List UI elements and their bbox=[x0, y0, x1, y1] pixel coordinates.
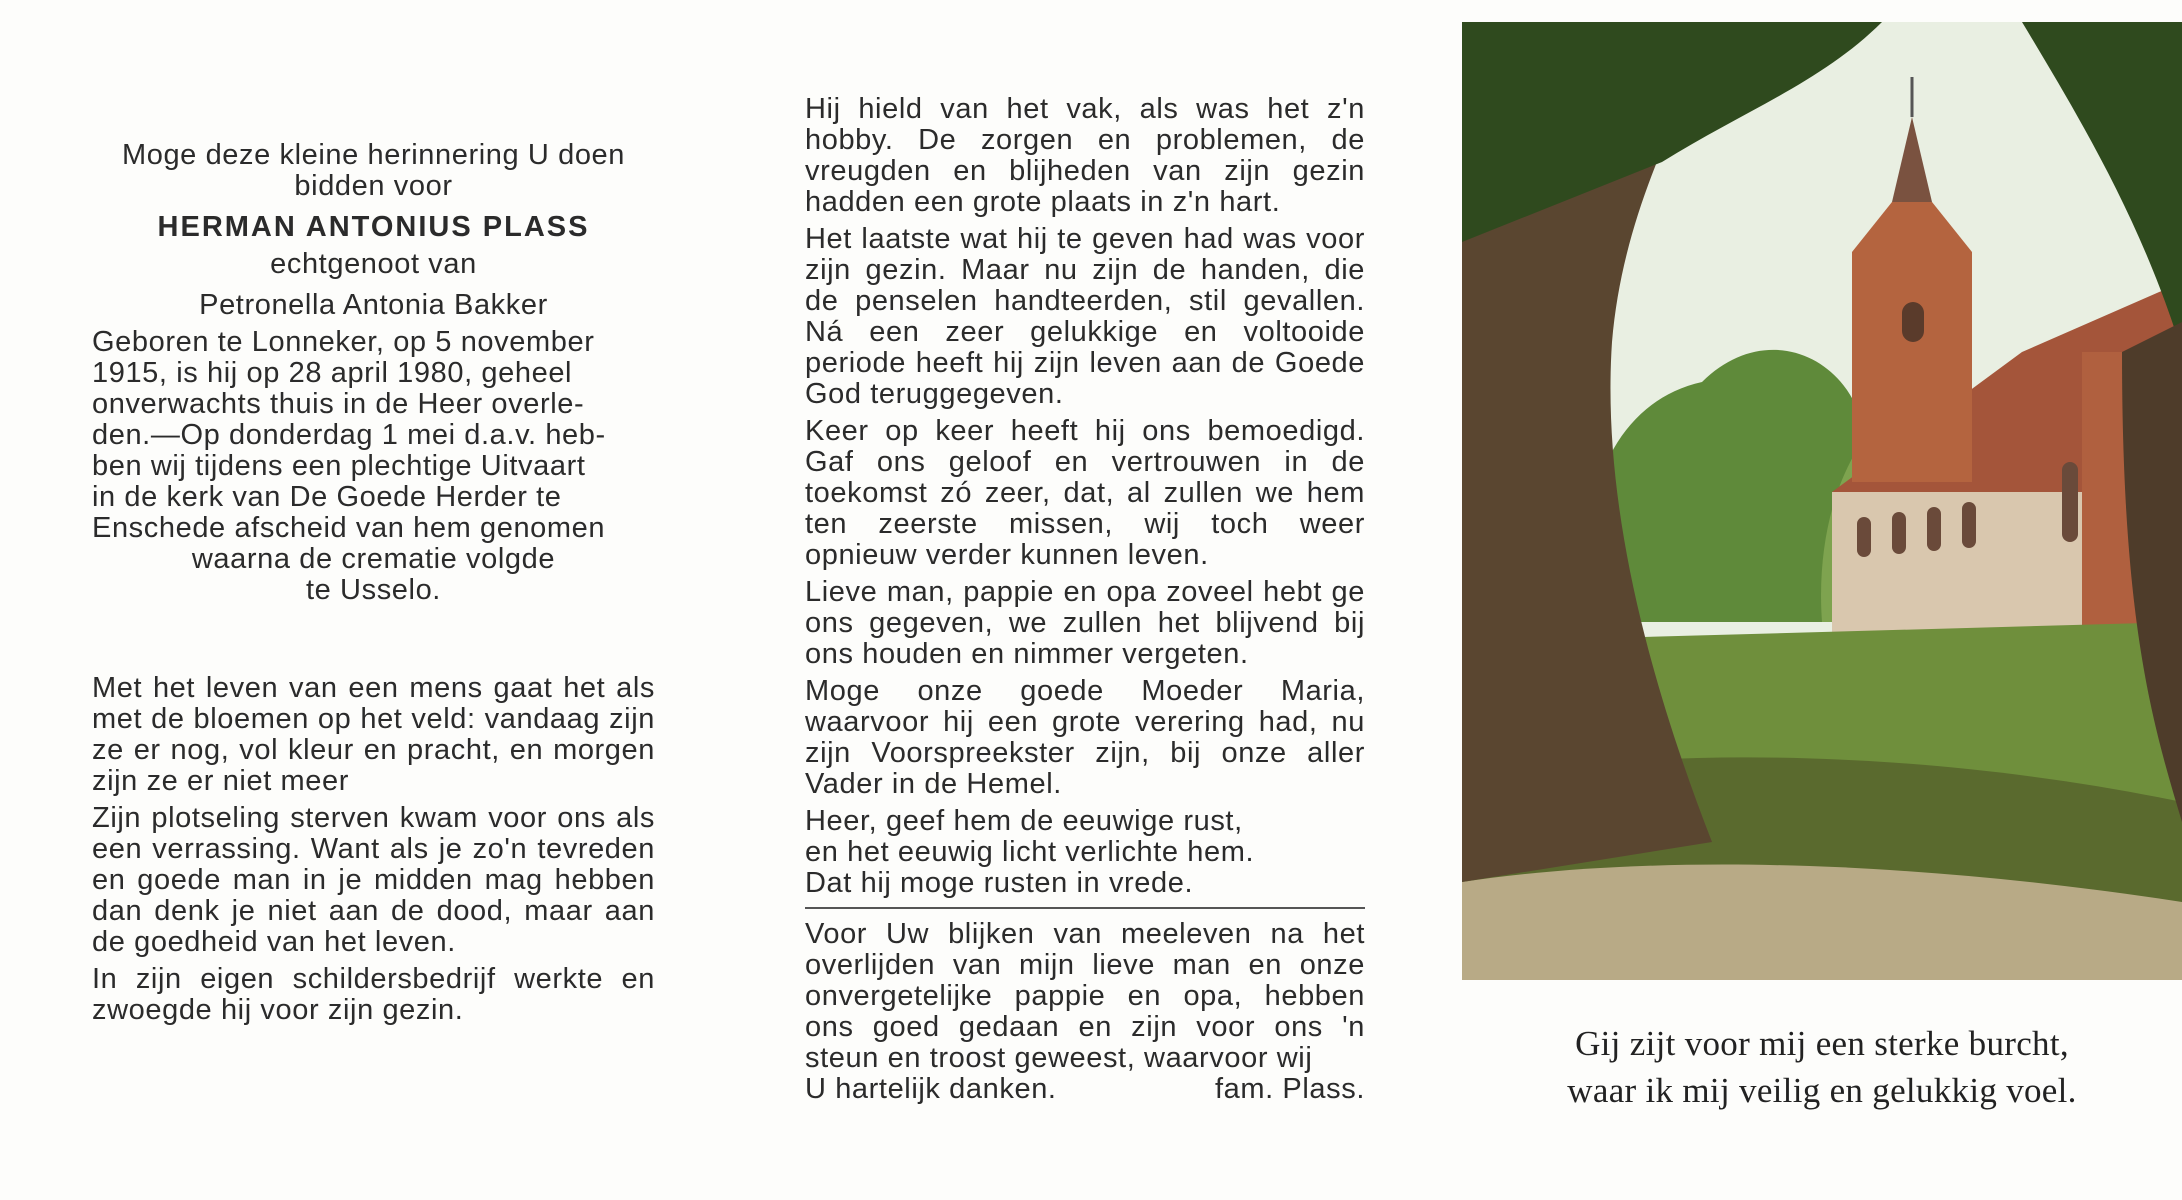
quote-line: waar ik mij veilig en gelukkig voel. bbox=[1567, 1071, 2077, 1110]
spouse-label: echtgenoot van bbox=[270, 248, 477, 280]
intro-line: Moge deze kleine herinnering U doen bbox=[121, 139, 626, 171]
paragraph: Hij hield van het vak, als was het z'n hobby. De zorgen en problemen, de vreugden en blijheden van zijn gezin hadden een grote plaats in z'n hart. bbox=[805, 93, 1365, 218]
paragraph: Met het leven van een mens gaat het als met de bloemen op het veld: vandaag zijn ze er nog, vol kleur en pracht, en morgen zijn ze er niet meer bbox=[92, 672, 655, 797]
bio-line: 1915, is hij op 28 april 1980, geheel bbox=[92, 357, 573, 389]
paragraph: Lieve man, pappie en opa zoveel hebt ge ons gegeven, we zullen het blijvend bij ons houden en nimmer vergeten. bbox=[805, 576, 1365, 670]
church-photo bbox=[1462, 22, 2182, 980]
bio-line: Enschede afscheid van hem genomen bbox=[92, 512, 606, 544]
deceased-name: HERMAN ANTONIUS PLASS bbox=[157, 211, 590, 243]
paragraph: Het laatste wat hij te geven had was voor zijn gezin. Maar nu zijn de handen, die de penselen handteerden, stil gevallen. Ná een zeer gelukkige en voltooide periode heeft hij zijn leven aan de Goede God teruggegeven. bbox=[805, 223, 1365, 410]
middle-column bbox=[805, 94, 1365, 1105]
paragraph: Moge onze goede Moeder Maria, waarvoor hij een grote verering had, nu zijn Voorspreekster zijn, bij onze aller Vader in de Hemel. bbox=[805, 675, 1365, 800]
paragraph: In zijn eigen schildersbedrijf werkte en zwoegde hij voor zijn gezin. bbox=[92, 963, 655, 1026]
tower-window bbox=[1902, 302, 1924, 342]
church-tower bbox=[1852, 202, 1972, 482]
church-photo-drawing bbox=[1462, 22, 2182, 980]
bio-line: ben wij tijdens een plechtige Uitvaart bbox=[92, 450, 586, 482]
left-text-block bbox=[92, 673, 655, 1032]
thanks-last-line: U hartelijk danken. bbox=[805, 1073, 1057, 1105]
thanks-closing bbox=[805, 1074, 1365, 1105]
bio-line: den.—Op donderdag 1 mei d.a.v. heb- bbox=[92, 419, 606, 451]
thanks-paragraph: Voor Uw blijken van meeleven na het overlijden van mijn lieve man en onze onvergetelijke pappie en opa, hebben ons goed gedaan en zijn voor ons 'n steun en troost geweest, waarvoor wij bbox=[805, 918, 1365, 1074]
prayer-line: Dat hij moge rusten in vrede. bbox=[805, 867, 1194, 899]
bio-line: in de kerk van De Goede Herder te bbox=[92, 481, 562, 513]
quote-line: Gij zijt voor mij een sterke burcht, bbox=[1575, 1024, 2069, 1063]
bio-line: Geboren te Lonneker, op 5 november bbox=[92, 326, 595, 358]
spouse-name: Petronella Antonia Bakker bbox=[199, 289, 548, 321]
bio-line: te Usselo. bbox=[306, 574, 441, 606]
prayer-line: en het eeuwig licht verlichte hem. bbox=[805, 836, 1255, 868]
prayer-line: Heer, geef hem de eeuwige rust, bbox=[805, 805, 1243, 837]
paragraph: Zijn plotseling sterven kwam voor ons als een verrassing. Want als je zo'n tevreden en goede man in je midden mag hebben dan denk je niet aan de dood, maar aan de goedheid van het leven. bbox=[92, 802, 655, 958]
prayer bbox=[805, 806, 1365, 899]
divider bbox=[805, 907, 1365, 909]
intro-block bbox=[92, 140, 655, 606]
quote-block bbox=[1462, 1020, 2182, 1114]
bio-line: waarna de crematie volgde bbox=[191, 543, 556, 575]
paragraph: Keer op keer heeft hij ons bemoedigd. Gaf ons geloof en vertrouwen in de toekomst zó zeer, dat, al zullen we hem ten zeerste missen, wij toch weer opnieuw verder kunnen leven. bbox=[805, 415, 1365, 571]
signature: fam. Plass. bbox=[1214, 1073, 1365, 1105]
intro-line: bidden voor bbox=[294, 170, 453, 202]
bio-line: onverwachts thuis in de Heer overle- bbox=[92, 388, 585, 420]
